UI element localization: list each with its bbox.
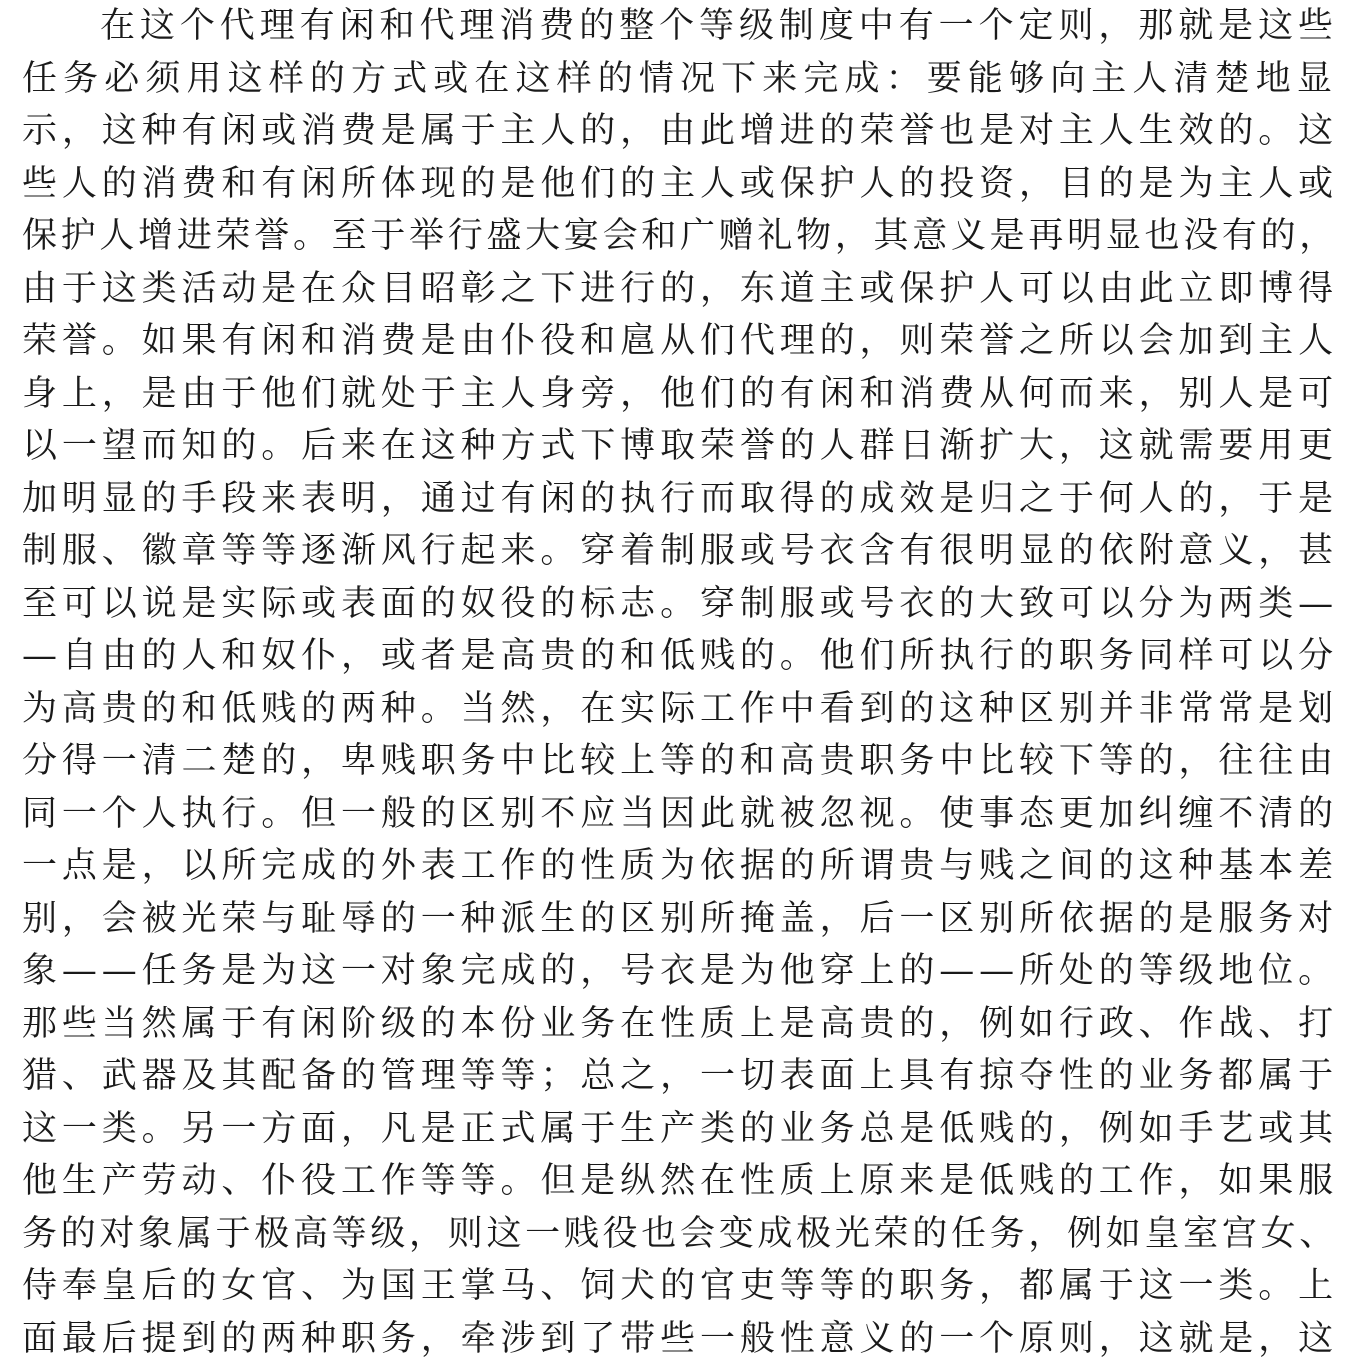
text-line: —自由的人和奴仆，或者是高贵的和低贱的。他们所执行的职务同样可以分 <box>22 630 1338 683</box>
paragraph <box>22 0 1338 1365</box>
text-line: 别，会被光荣与耻辱的一种派生的区别所掩盖，后一区别所依据的是服务对 <box>22 893 1338 946</box>
text-line: 些人的消费和有闲所体现的是他们的主人或保护人的投资，目的是为主人或 <box>22 158 1338 211</box>
text-line: 至可以说是实际或表面的奴役的标志。穿制服或号衣的大致可以分为两类— <box>22 578 1338 631</box>
text-line: 任务必须用这样的方式或在这样的情况下来完成：要能够向主人清楚地显 <box>22 53 1338 106</box>
text-line: 荣誉。如果有闲和消费是由仆役和扈从们代理的，则荣誉之所以会加到主人 <box>22 315 1338 368</box>
text-line: 制服、徽章等等逐渐风行起来。穿着制服或号衣含有很明显的依附意义，甚 <box>22 525 1338 578</box>
text-line: 象——任务是为这一对象完成的，号衣是为他穿上的——所处的等级地位。 <box>22 945 1338 998</box>
text-line: 身上，是由于他们就处于主人身旁，他们的有闲和消费从何而来，别人是可 <box>22 368 1338 421</box>
text-line: 加明显的手段来表明，通过有闲的执行而取得的成效是归之于何人的，于是 <box>22 473 1338 526</box>
text-line: 示，这种有闲或消费是属于主人的，由此增进的荣誉也是对主人生效的。这 <box>22 105 1338 158</box>
text-line: 同一个人执行。但一般的区别不应当因此就被忽视。使事态更加纠缠不清的 <box>22 788 1338 841</box>
text-line: 保护人增进荣誉。至于举行盛大宴会和广赠礼物，其意义是再明显也没有的， <box>22 210 1338 263</box>
text-line: 为高贵的和低贱的两种。当然，在实际工作中看到的这种区别并非常常是划 <box>22 683 1338 736</box>
text-line: 那些当然属于有闲阶级的本份业务在性质上是高贵的，例如行政、作战、打 <box>22 998 1338 1051</box>
text-line: 一点是，以所完成的外表工作的性质为依据的所谓贵与贱之间的这种基本差 <box>22 840 1338 893</box>
text-line: 他生产劳动、仆役工作等等。但是纵然在性质上原来是低贱的工作，如果服 <box>22 1155 1338 1208</box>
text-line: 在这个代理有闲和代理消费的整个等级制度中有一个定则，那就是这些 <box>22 0 1338 53</box>
text-line: 分得一清二楚的，卑贱职务中比较上等的和高贵职务中比较下等的，往往由 <box>22 735 1338 788</box>
text-line: 猎、武器及其配备的管理等等；总之，一切表面上具有掠夺性的业务都属于 <box>22 1050 1338 1103</box>
text-line: 这一类。另一方面，凡是正式属于生产类的业务总是低贱的，例如手艺或其 <box>22 1103 1338 1156</box>
text-line: 以一望而知的。后来在这种方式下博取荣誉的人群日渐扩大，这就需要用更 <box>22 420 1338 473</box>
text-line: 面最后提到的两种职务，牵涉到了带些一般性意义的一个原则，这就是，这 <box>22 1313 1338 1365</box>
text-line: 由于这类活动是在众目昭彰之下进行的，东道主或保护人可以由此立即博得 <box>22 263 1338 316</box>
text-line: 侍奉皇后的女官、为国王掌马、饲犬的官吏等等的职务，都属于这一类。上 <box>22 1260 1338 1313</box>
text-line: 务的对象属于极高等级，则这一贱役也会变成极光荣的任务，例如皇室宫女、 <box>22 1208 1338 1261</box>
